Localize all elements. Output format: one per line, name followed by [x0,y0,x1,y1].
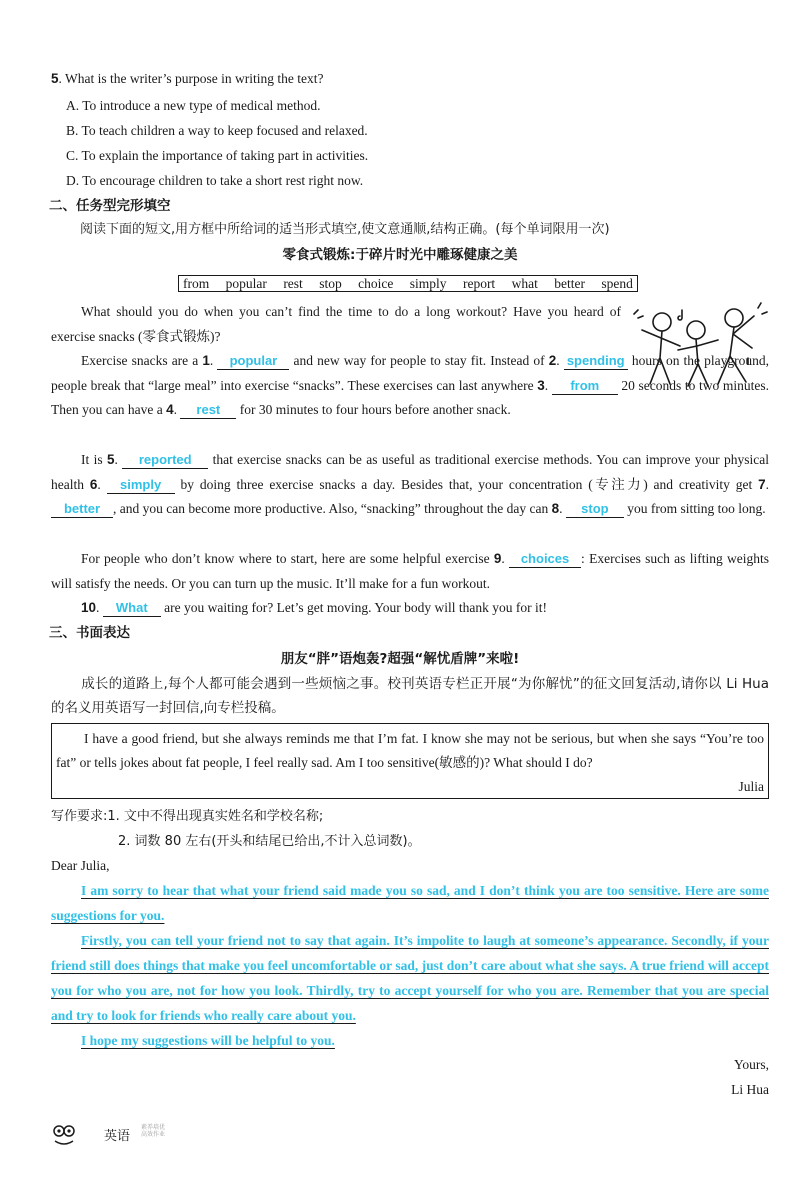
answer-blank-3[interactable]: from [552,378,618,395]
section-2-instruction: 阅读下面的短文,用方框中所给词的适当形式填空,使文意通顺,结构正确。(每个单词限用一次) [80,222,610,237]
paragraph-text: hours on the playground, people break that “large meal” into exercise “snacks”. These exercises can last anywhere [51,353,770,393]
paragraph-text: and new way for people to stay fit. Instead of [289,353,549,368]
answer-blank-1[interactable]: popular [217,353,289,370]
paragraph-text: For people who don’t know where to start, here are some helpful exercise [81,551,494,566]
passage-paragraph-5: 10. What are you waiting for? Let’s get moving. Your body will thank you for it! [81,600,547,615]
writing-requirement-2: 2. 词数 80 左右(开头和结尾已给出,不计入总词数)。 [118,834,421,849]
passage-paragraph-1 [51,300,621,349]
blank-number-9: 9 [493,551,502,566]
blank-number-4: 4 [166,402,174,418]
letter-signature: Li Hua [731,1082,769,1097]
question-5-stem [51,70,323,88]
word-bank-item: report [462,276,496,291]
paragraph-text: for 30 minutes to four hours before another snack. [236,402,511,418]
answer-blank-8[interactable]: stop [566,501,624,518]
option-a: A. To introduce a new type of medical method. [66,98,321,113]
word-bank-box [178,275,638,292]
julia-letter-box [51,723,769,799]
blank-number-2: 2 [548,353,557,368]
answer-blank-7[interactable]: better [51,501,113,518]
answer-blank-9[interactable]: choices [509,551,581,568]
blank-number-8: 8 [551,501,560,517]
question-number: 5 [51,71,59,86]
word-bank-item: stop [319,276,342,291]
blank-number-7: 7 [758,476,766,492]
writing-intro [51,672,769,720]
blank-number-3: 3 [537,377,545,393]
answer-text: I am sorry to hear that what your friend said made you so sad, and I don’t think you are too sensitive. Here are some suggestions for you. [51,883,769,923]
option-d: D. To encourage children to take a short rest right now. [66,173,364,188]
answer-paragraph-2[interactable] [51,928,769,1028]
paragraph-text: by doing three exercise snacks a day. Besides that, your concentration (专注力) and creativity get [174,476,759,492]
answer-blank-2[interactable]: spending [564,353,628,370]
paragraph-text: : Exercises such as lifting weights will satisfy the needs. Or you can turn up the music. It’ll make for a fun workout. [51,551,769,591]
passage-paragraph-2: Exercise snacks are a 1. popular and new way for people to stay fit. Instead of 2. spending hours on the playground, people break that “large meal” into exercise “snacks”. These exercises can last anywhere 3. from 20 seconds to two minutes. Then you can have a 4. rest for 30 minutes to four hours before another snack. [51,353,770,418]
paragraph-text: What should you do when you can’t find the time to do a long workout? Have you heard of exercise snacks (零食式锻炼)? [51,304,621,344]
option-c: C. To explain the importance of taking part in activities. [66,148,369,163]
answer-blank-5[interactable]: reported [122,452,208,469]
passage-paragraph-3: It is 5. reported that exercise snacks can be as useful as traditional exercise methods. You can improve your physical health 6. simply by doing three exercise snacks a day. Besides that, your concentration (专注力) and creativity get 7. better , and you can become more productive. Also, “snacking” throughout the day can 8. stop you from sitting too long. [51,452,770,517]
julia-letter-signature: Julia [738,779,764,794]
answer-text: I hope my suggestions will be helpful to you. [81,1033,335,1048]
answer-blank-10[interactable]: What [103,600,161,617]
paragraph-text: you from sitting too long. [623,501,766,517]
answer-paragraph-1[interactable] [51,878,769,928]
footer-series-line-2: 高效作业 [141,1131,166,1138]
blank-number-1: 1 [202,353,210,368]
word-bank-item: spend [601,276,633,291]
blank-number-5: 5 [106,452,115,467]
intro-text: 成长的道路上,每个人都可能会遇到一些烦恼之事。校刊英语专栏正开展“为你解忧”的征文回复活动,请你以 Li Hua 的名义用英语写一封回信,向专栏投稿。 [51,676,769,716]
blank-number-6: 6 [89,476,98,492]
option-b: B. To teach children a way to keep focused and relaxed. [66,123,368,138]
answer-blank-6[interactable]: simply [107,477,175,494]
footer-subject: 英语 [104,1129,131,1144]
word-bank-item: what [511,276,538,291]
paragraph-text: are you waiting for? Let’s get moving. Your body will thank you for it! [160,600,547,615]
word-bank-item: popular [225,276,267,291]
writing-requirement-1: 写作要求:1. 文中不得出现真实姓名和学校名称; [51,809,324,824]
word-bank-item: better [554,276,585,291]
word-bank-item: from [183,276,210,291]
answer-text: Firstly, you can tell your friend not to say that again. It’s impolite to laugh at someone’s appearance. Secondly, if your friend still does things that make you feel uncomfortable or sad, just don’t care about what she says. A true friend will accept you for who you are, not for how you look. Thirdly, try to accept yourself for who you are. Remember that you are special and try to look for friends who really care about you. [51,933,769,1023]
blank-number-10: 10 [81,600,97,615]
letter-closing: Yours, [733,1057,769,1072]
footer-series-line-1: 素养培优 [141,1124,166,1131]
paragraph-text: that exercise snacks can be as useful as traditional exercise methods. You can improve your physical health [51,452,769,492]
paragraph-text: It is [81,452,107,467]
answer-blank-4[interactable]: rest [180,402,236,419]
section-3-heading: 三、书面表达 [49,625,130,641]
paragraph-text: Exercise snacks are a [81,353,203,368]
footer-series-name [141,1124,165,1138]
mascot-logo-icon [51,1123,77,1145]
word-bank-item: choice [358,276,394,291]
section-2-heading: 二、任务型完形填空 [49,198,171,214]
writing-title: 朋友“胖”语炮轰?超强“解忧盾牌”来啦! [280,651,520,667]
paragraph-text: , and you can become more productive. Also, “snacking” throughout the day can [113,501,552,517]
letter-greeting: Dear Julia, [51,858,110,873]
passage-paragraph-4: For people who don’t know where to start, here are some helpful exercise 9. choices : Exercises such as lifting weights will satisfy the needs. Or you can turn up the music. It’ll make for a fun workout. [51,551,769,591]
julia-letter-text: I have a good friend, but she always reminds me that I’m fat. I know she may not be serious, but when she says “You’re too fat” or tells jokes about fat people, I feel really sad. Am I too sensitive(敏感的)? What should I do? [56,731,764,770]
paragraph-text: 20 seconds to two minutes. Then you can have a [51,377,769,418]
passage-title: 零食式锻炼:于碎片时光中雕琢健康之美 [282,247,518,263]
answer-paragraph-3[interactable] [51,1028,769,1053]
word-bank-item: simply [409,276,447,291]
word-bank-item: rest [283,276,303,291]
question-text: . What is the writer’s purpose in writing the text? [58,71,324,86]
